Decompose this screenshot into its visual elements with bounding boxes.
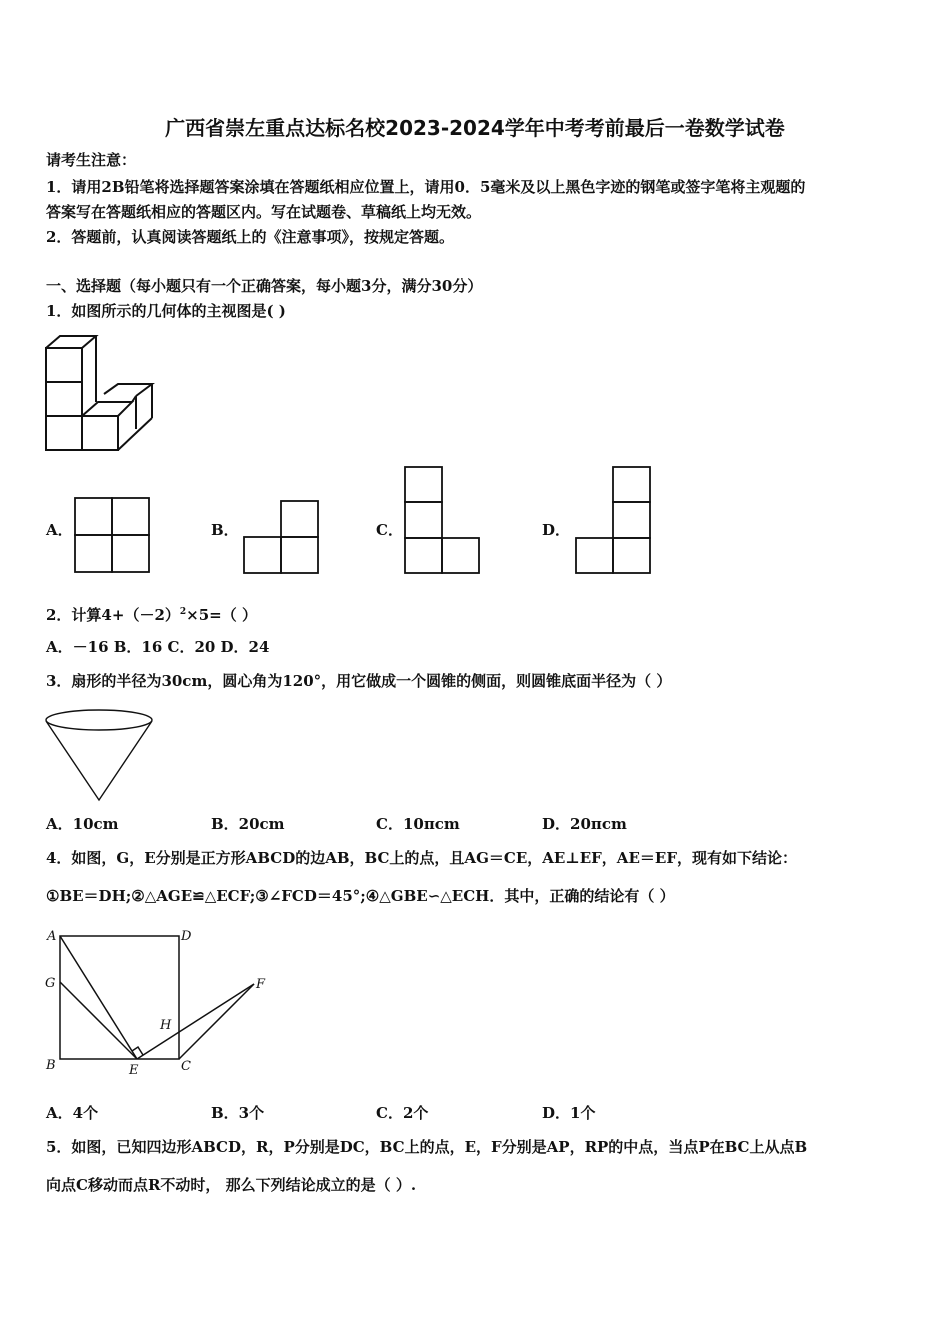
q2-stem: 2．计算$4+(-2)^2\times 5=$（ ） [46, 606, 257, 624]
q4-label-e: E [129, 1063, 139, 1078]
q1-option-d-label: D． [542, 521, 571, 539]
q5-stem-line-1: 5．如图，已知四边形ABCD，R，P分别是DC，BC上的点，E，F分别是AP，RP的中点，当点P在BC上从点B [46, 1138, 808, 1156]
q4-stem-line-1: 4．如图，G，E分别是正方形ABCD的边AB，BC上的点，且AG＝CE，AE⊥EF，AE＝EF，现有如下结论： [46, 849, 797, 867]
q4-label-h: H [160, 1018, 172, 1033]
page-title: 广西省崇左重点达标名校2023-2024学年中考考前最后一卷数学试卷 [165, 116, 785, 140]
q4-stem-line-2: ①BE＝DH;②△AGE≌△ECF;③∠FCD＝45°;④△GBE∽△ECH．其中，正确的结论有（ ） [46, 887, 675, 905]
q1-option-d-figure [575, 466, 653, 576]
q2-options: A．－16 B．16 C．20 D．24 [46, 638, 270, 656]
q5-stem-line-2: 向点C移动而点R不动时， 那么下列结论成立的是（ ）. [46, 1176, 417, 1194]
notice-line-2: 答案写在答题纸相应的答题区内。写在试题卷、草稿纸上均无效。 [46, 203, 482, 221]
q1-option-b-label: B． [211, 521, 239, 539]
q1-option-a-figure [74, 497, 152, 575]
q3-stem: 3．扇形的半径为30cm，圆心角为120°，用它做成一个圆锥的侧面，则圆锥底面半径为（ ） [46, 672, 672, 690]
q4-label-a: A [47, 929, 57, 944]
q3-option-a: A．10cm [46, 815, 119, 833]
q4-label-g: G [45, 976, 56, 991]
section-heading: 一、选择题（每小题只有一个正确答案，每小题3分，满分30分） [46, 277, 483, 295]
q1-option-c-figure [404, 466, 482, 576]
q4-option-a: A．4个 [46, 1104, 99, 1122]
q1-stem: 1．如图所示的几何体的主视图是( ) [46, 302, 286, 320]
q4-label-c: C [181, 1059, 191, 1074]
q1-option-b-figure [243, 500, 321, 576]
q4-option-d: D．1个 [542, 1104, 596, 1122]
q4-label-b: B [46, 1058, 56, 1073]
q1-option-c-label: C． [376, 521, 403, 539]
q3-cone-figure [44, 708, 156, 804]
q4-label-f: F [256, 977, 266, 992]
q4-option-b: B．3个 [211, 1104, 265, 1122]
q4-square-figure [40, 924, 280, 1080]
q4-label-d: D [181, 929, 192, 944]
q1-option-a-label: A． [46, 521, 73, 539]
q3-option-c: C．10πcm [376, 815, 460, 833]
notice-line-1: 1．请用2B铅笔将选择题答案涂填在答题纸相应位置上，请用0．5毫米及以上黑色字迹的钢笔或签字笔将主观题的 [46, 178, 806, 196]
q3-option-d: D．20πcm [542, 815, 627, 833]
notice-line-3: 2．答题前，认真阅读答题纸上的《注意事项》，按规定答题。 [46, 228, 454, 246]
q1-solid-figure [44, 334, 158, 452]
q3-option-b: B．20cm [211, 815, 285, 833]
notice-heading: 请考生注意： [46, 151, 137, 169]
q4-option-c: C．2个 [376, 1104, 429, 1122]
